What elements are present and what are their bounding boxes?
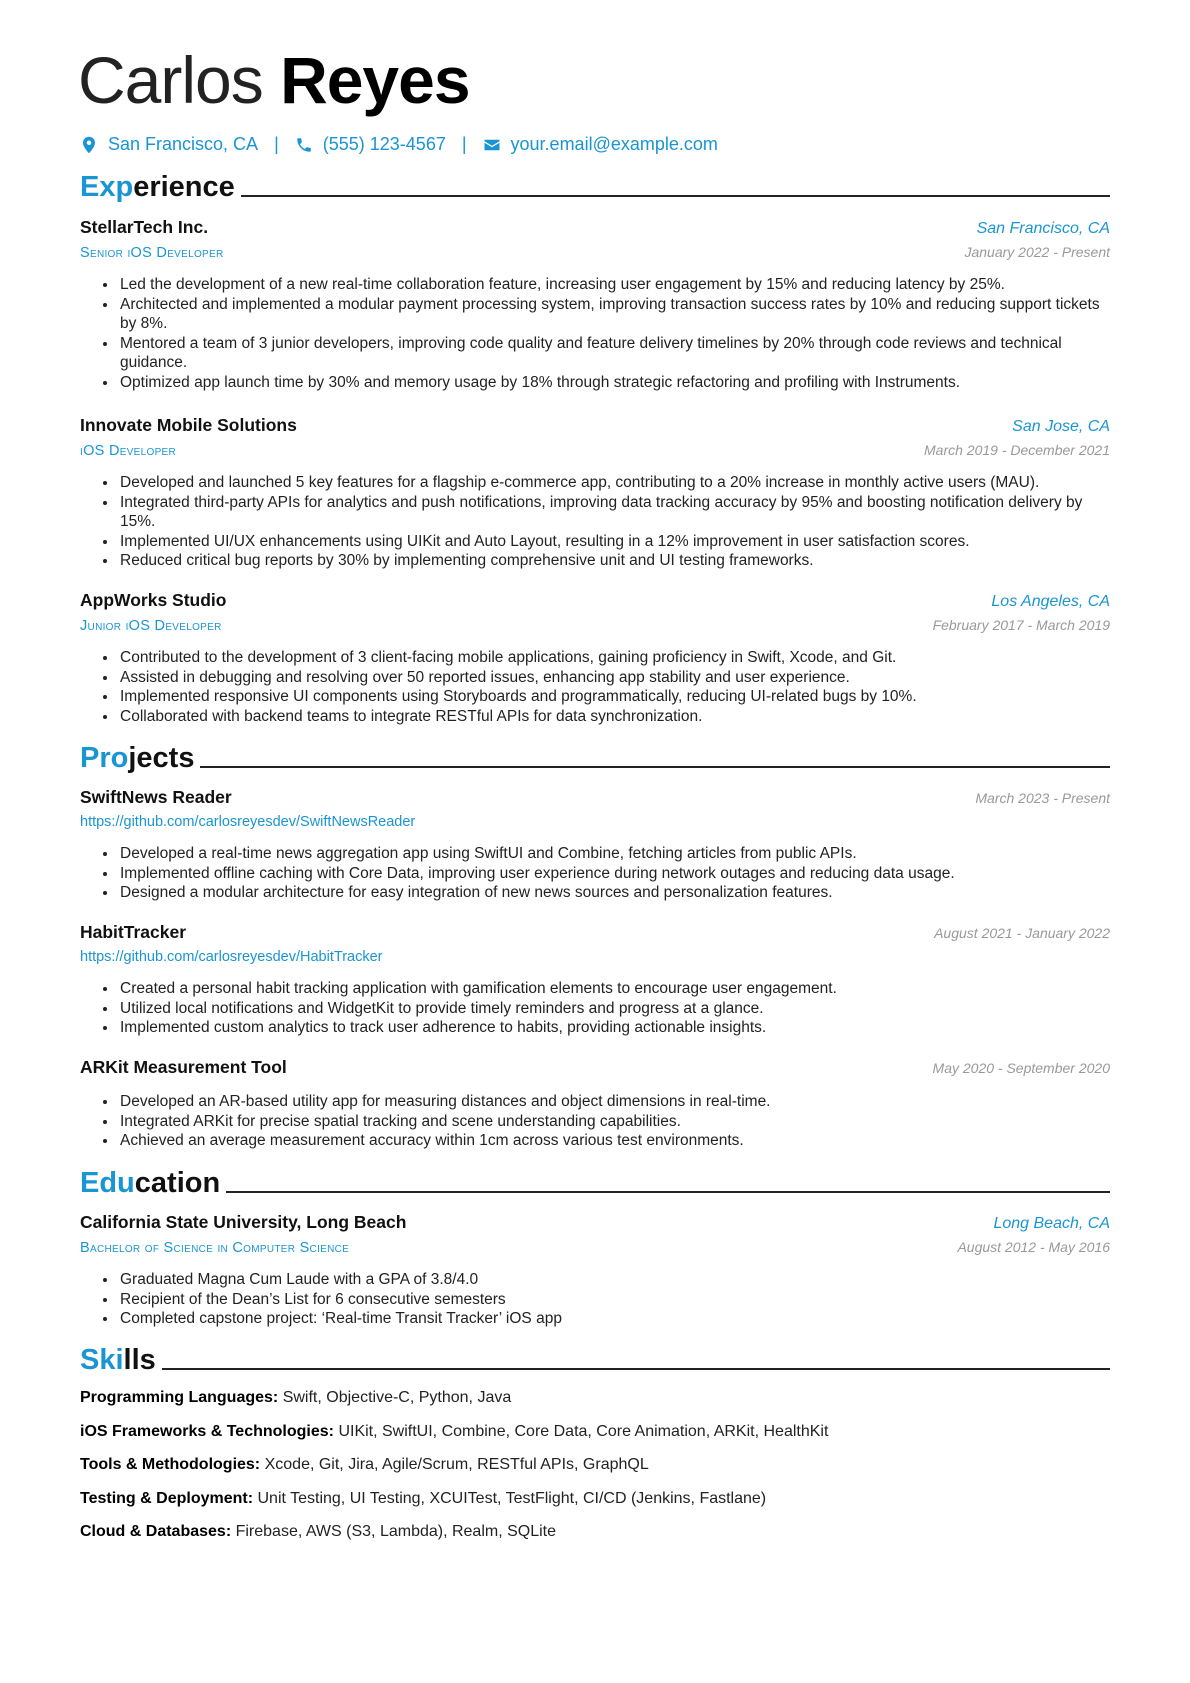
phone-icon [295, 136, 313, 154]
company-name: AppWorks Studio [80, 590, 227, 610]
bullet-list [80, 648, 1110, 726]
project-dates: August 2021 - January 2022 [934, 925, 1110, 941]
bullet: • Architected and implemented a modular payment processing system, improving transaction success rates by 10% and reducing support tickets by 8%. [118, 295, 1110, 334]
project-entry [80, 1056, 1110, 1151]
job-dates: January 2022 - Present [964, 244, 1110, 260]
bullet-list [80, 473, 1110, 571]
bullet: • Developed and launched 5 key features for a flagship e-commerce app, contributing to a 20% increase in monthly active users (MAU). [118, 473, 1110, 493]
section-skills [80, 1343, 1110, 1377]
bullet: • Integrated third-party APIs for analytics and push notifications, improving data tracking accuracy by 95% and boosting notification delivery by 15%. [118, 493, 1110, 532]
bullet: • Contributed to the development of 3 client-facing mobile applications, gaining proficiency in Swift, Xcode, and Git. [118, 648, 1110, 668]
section-rule [226, 1191, 1110, 1193]
job-title: iOS Developer [80, 443, 177, 459]
job-location: Los Angeles, CA [991, 593, 1110, 610]
project-entry [80, 921, 1110, 1038]
skill-line: Programming Languages: Swift, Objective-C, Python, Java [80, 1389, 512, 1406]
school-location: Long Beach, CA [993, 1215, 1110, 1232]
project-name: HabitTracker [80, 922, 187, 942]
bullet: • Implemented custom analytics to track user adherence to habits, providing actionable insights. [118, 1018, 1110, 1038]
bullet: • Reduced critical bug reports by 30% by implementing comprehensive unit and UI testing frameworks. [118, 551, 1110, 571]
bullet: • Implemented offline caching with Core Data, improving user experience during network outages and reducing data usage. [118, 864, 1110, 884]
skill-line: Tools & Methodologies: Xcode, Git, Jira, Agile/Scrum, RESTful APIs, GraphQL [80, 1456, 649, 1473]
company-name: Innovate Mobile Solutions [80, 415, 297, 435]
bullet: • Completed capstone project: ‘Real-time Transit Tracker’ iOS app [118, 1309, 1110, 1329]
skill-line: Testing & Deployment: Unit Testing, UI Testing, XCUITest, TestFlight, CI/CD (Jenkins, Fastlane) [80, 1490, 767, 1507]
bullet: • Collaborated with backend teams to integrate RESTful APIs for data synchronization. [118, 707, 1110, 727]
email-link[interactable]: your.email@example.com [510, 134, 718, 154]
separator: | [274, 134, 279, 154]
section-title: Skills [80, 1344, 156, 1376]
separator: | [461, 134, 467, 154]
candidate-name [78, 40, 470, 120]
bullet-list [80, 844, 1110, 903]
project-link[interactable]: https://github.com/carlosreyesdev/SwiftNewsReader [80, 814, 416, 830]
job-location: San Jose, CA [1012, 418, 1110, 435]
bullet: • Designed a modular architecture for easy integration of new news sources and personalization features. [118, 883, 1110, 903]
project-link[interactable]: https://github.com/carlosreyesdev/HabitTracker [80, 949, 383, 965]
skill-line: iOS Frameworks & Technologies: UIKit, SwiftUI, Combine, Core Data, Core Animation, ARKit, HealthKit [80, 1423, 829, 1440]
project-dates: March 2023 - Present [975, 790, 1110, 806]
bullet: • Implemented UI/UX enhancements using UIKit and Auto Layout, resulting in a 12% improvement in user satisfaction scores. [118, 532, 1110, 552]
bullet: • Mentored a team of 3 junior developers, improving code quality and feature delivery timelines by 20% through code reviews and technical guidance. [118, 334, 1110, 373]
phone-link[interactable]: (555) 123-4567 [322, 134, 446, 154]
job-title: Junior iOS Developer [80, 618, 222, 634]
bullet-list [80, 1092, 1110, 1151]
bullet-list [80, 275, 1110, 393]
project-name: ARKit Measurement Tool [80, 1057, 287, 1077]
school-name: California State University, Long Beach [80, 1212, 407, 1232]
section-education [80, 1166, 1110, 1200]
section-rule [162, 1368, 1110, 1370]
section-rule [241, 195, 1110, 197]
section-rule [200, 766, 1110, 768]
job-location: San Francisco, CA [976, 220, 1110, 237]
section-title: Education [80, 1167, 221, 1199]
experience-entry [80, 589, 1110, 726]
project-dates: May 2020 - September 2020 [932, 1060, 1110, 1076]
project-entry [80, 786, 1110, 903]
last-name: Reyes [280, 43, 470, 117]
location-text: San Francisco, CA [108, 134, 259, 154]
bullet: • Optimized app launch time by 30% and memory usage by 18% through strategic refactoring and profiling with Instruments. [118, 373, 1110, 393]
education-dates: August 2012 - May 2016 [957, 1239, 1110, 1255]
envelope-icon [483, 136, 501, 154]
bullet: • Integrated ARKit for precise spatial tracking and scene understanding capabilities. [118, 1112, 1110, 1132]
job-dates: March 2019 - December 2021 [924, 442, 1110, 458]
job-title: Senior iOS Developer [80, 245, 224, 261]
bullet-list [80, 1270, 1110, 1329]
bullet: • Recipient of the Dean’s List for 6 consecutive semesters [118, 1290, 1110, 1310]
section-projects [80, 741, 1110, 775]
company-name: StellarTech Inc. [80, 217, 209, 237]
bullet: • Developed an AR-based utility app for measuring distances and object dimensions in real-time. [118, 1092, 1110, 1112]
section-title: Projects [80, 742, 195, 774]
first-name: Carlos [78, 43, 263, 117]
contact-line [80, 134, 718, 155]
map-marker-icon [80, 136, 98, 154]
bullet: • Created a personal habit tracking application with gamification elements to encourage user engagement. [118, 979, 1110, 999]
job-dates: February 2017 - March 2019 [932, 617, 1110, 633]
education-entry [80, 1211, 1110, 1329]
skill-line: Cloud & Databases: Firebase, AWS (S3, Lambda), Realm, SQLite [80, 1523, 557, 1540]
bullet: • Assisted in debugging and resolving over 50 reported issues, enhancing app stability and user experience. [118, 668, 1110, 688]
section-title: Experience [80, 171, 235, 203]
bullet-list [80, 979, 1110, 1038]
bullet: • Achieved an average measurement accuracy within 1cm across various test environments. [118, 1131, 1110, 1151]
bullet: • Led the development of a new real-time collaboration feature, increasing user engagement by 15% and reducing latency by 25%. [118, 275, 1110, 295]
degree: Bachelor of Science in Computer Science [80, 1240, 350, 1256]
experience-entry [80, 216, 1110, 393]
bullet: • Implemented responsive UI components using Storyboards and programmatically, reducing UI-related bugs by 10%. [118, 687, 1110, 707]
section-experience [80, 170, 1110, 204]
bullet: • Graduated Magna Cum Laude with a GPA of 3.8/4.0 [118, 1270, 1110, 1290]
project-name: SwiftNews Reader [80, 787, 232, 807]
experience-entry [80, 414, 1110, 571]
bullet: • Utilized local notifications and WidgetKit to provide timely reminders and progress at a glance. [118, 999, 1110, 1019]
bullet: • Developed a real-time news aggregation app using SwiftUI and Combine, fetching articles from public APIs. [118, 844, 1110, 864]
